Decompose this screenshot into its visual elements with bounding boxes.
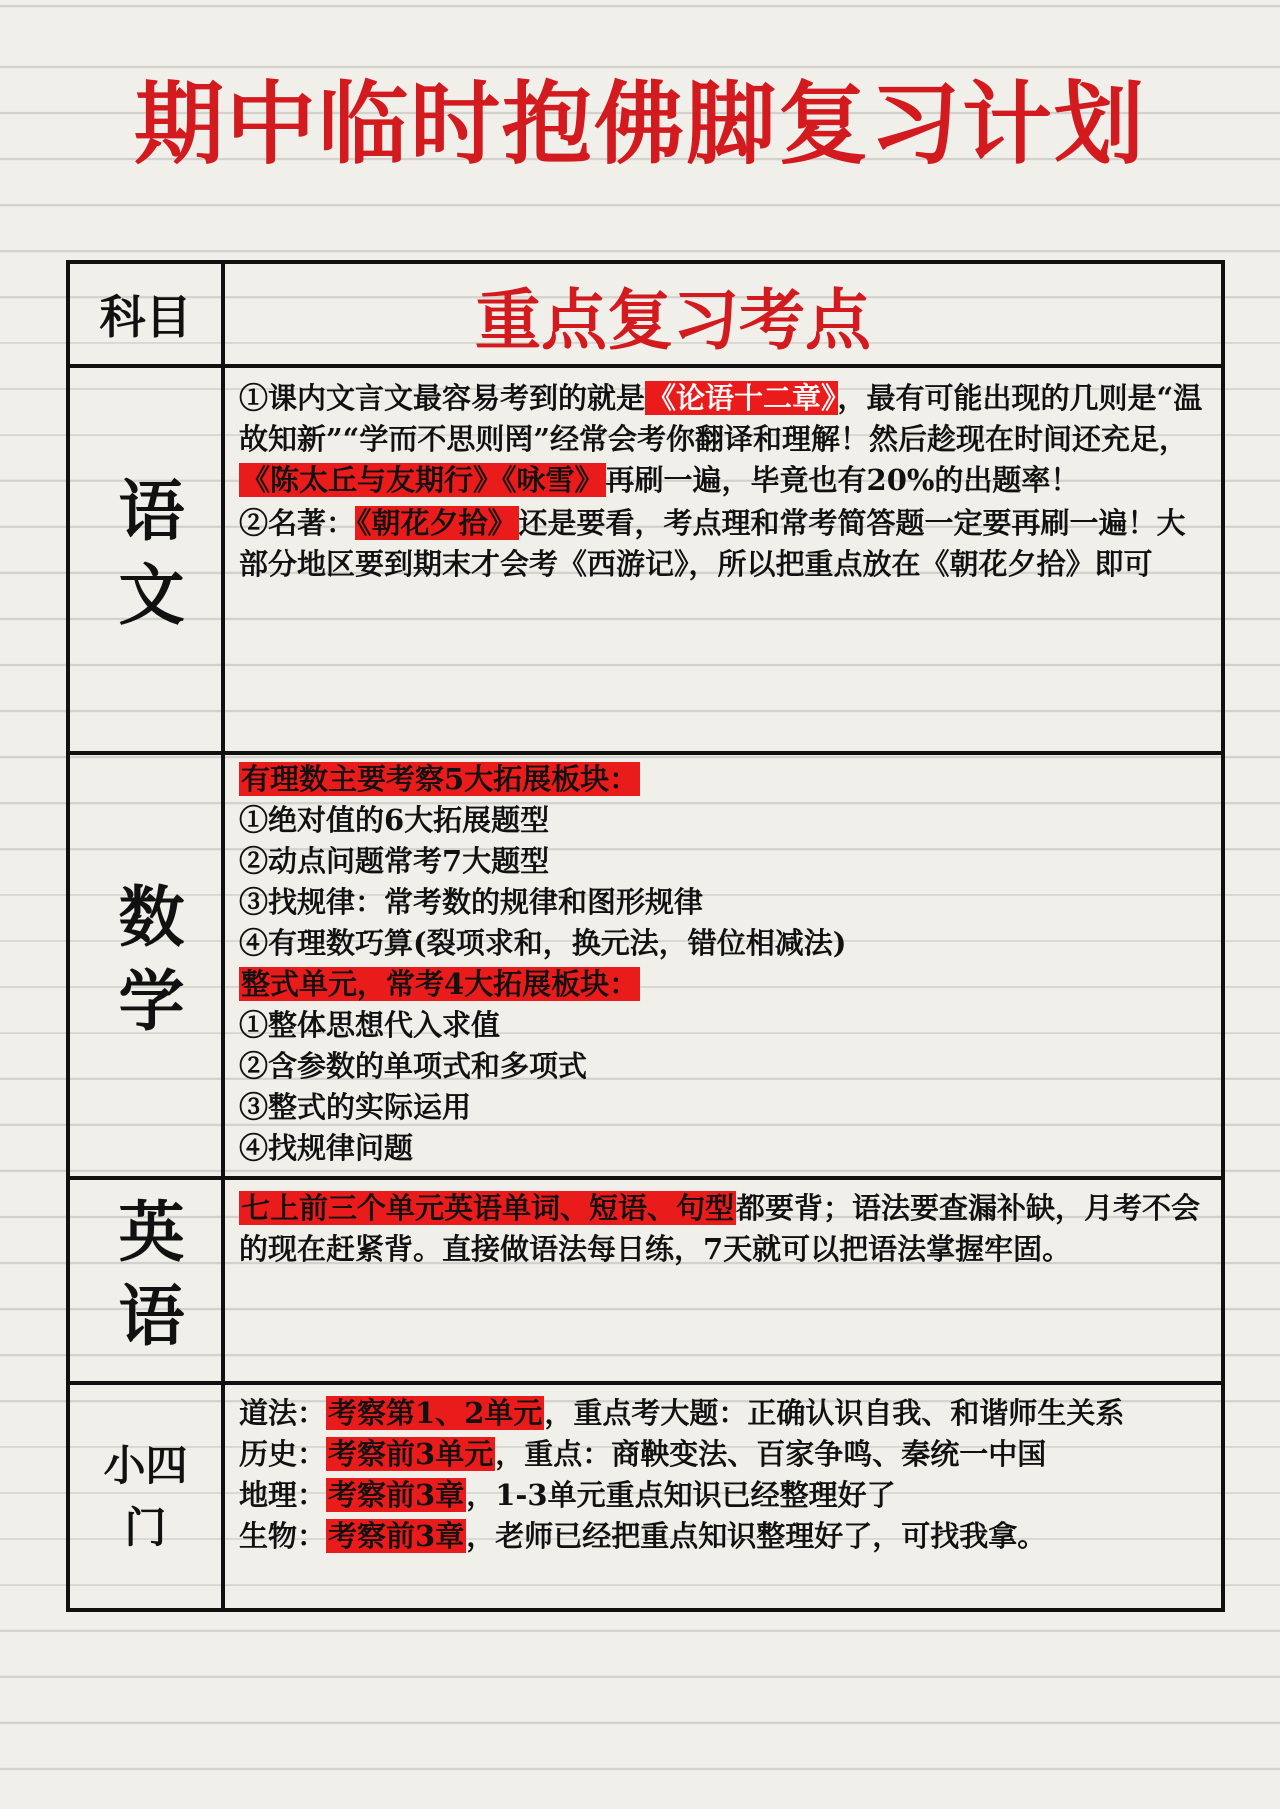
math-content [225, 755, 1221, 1180]
subject-english: 英语 [70, 1180, 225, 1385]
subject-chinese: 语文 [70, 368, 225, 755]
list-item: ④有理数巧算(裂项求和，换元法，错位相减法) [239, 926, 847, 960]
list-item: 地理：考察前3章，1-3单元重点知识已经整理好了 [239, 1478, 896, 1512]
minor-content [225, 1385, 1221, 1608]
minor-list [225, 1385, 1221, 1557]
math-section-1-title: 有理数主要考察5大拓展板块： [241, 762, 639, 796]
header-subject: 科目 [70, 264, 225, 368]
math-list [225, 755, 1221, 1169]
list-item: ②含参数的单项式和多项式 [239, 1049, 588, 1083]
chinese-highlight-classic: 《朝花夕拾》 [357, 506, 517, 540]
chinese-paragraph-1 [225, 368, 1221, 501]
list-item: ④找规律问题 [239, 1131, 414, 1165]
chinese-highlight-texts: 《陈太丘与友期行》《咏雪》 [241, 463, 604, 497]
list-item: ②动点问题常考7大题型 [239, 844, 550, 878]
list-item: 生物：考察前3章，老师已经把重点知识整理好了，可找我拿。 [239, 1519, 1047, 1553]
chinese-text-1a: ①课内文言文最容易考到的就是 [239, 381, 646, 415]
chinese-text-1b: ，最有可能出现的几则是“温故知新”“学而不思则罔”经常会考你翻译和理解！然后趁现在时间还充足， [239, 381, 1203, 456]
page-title: 期中临时抱佛脚复习计划 [134, 72, 1146, 177]
chinese-highlight-analects: 《论语十二章》 [647, 381, 836, 415]
list-item: ③整式的实际运用 [239, 1090, 472, 1124]
subject-math: 数学 [70, 755, 225, 1180]
list-item: ①绝对值的6大拓展题型 [239, 803, 550, 837]
english-content [225, 1180, 1221, 1385]
english-highlight: 七上前三个单元英语单词、短语、句型 [241, 1191, 735, 1225]
subject-minor: 小四门 [70, 1385, 225, 1608]
list-item: 道法：考察第1、2单元，重点考大题：正确认识自我、和谐师生关系 [239, 1396, 1125, 1430]
chinese-text-1c: 再刷一遍，毕竟也有20%的出题率！ [605, 463, 1080, 497]
math-section-2-title: 整式单元，常考4大拓展板块： [241, 967, 639, 1001]
chinese-text-2b: 还是要看，考点理和常考简答题一定要再刷一遍！大部分地区要到期末才会考《西游记》，所以把重点放在《朝花夕拾》即可 [239, 506, 1186, 581]
english-paragraph [225, 1180, 1221, 1270]
list-item: ①整体思想代入求值 [239, 1008, 501, 1042]
chinese-text-2a: ②名著： [239, 506, 356, 540]
header-points: 重点复习考点 [225, 264, 1221, 368]
list-item: 历史：考察前3单元，重点：商鞅变法、百家争鸣、秦统一中国 [239, 1437, 1047, 1471]
chinese-paragraph-2 [225, 501, 1221, 585]
review-table [66, 260, 1225, 1612]
list-item: ③找规律：常考数的规律和图形规律 [239, 885, 704, 919]
chinese-content [225, 368, 1221, 755]
english-text: 都要背；语法要查漏补缺，月考不会的现在赶紧背。直接做语法每日练，7天就可以把语法掌握牢固。 [239, 1191, 1201, 1266]
